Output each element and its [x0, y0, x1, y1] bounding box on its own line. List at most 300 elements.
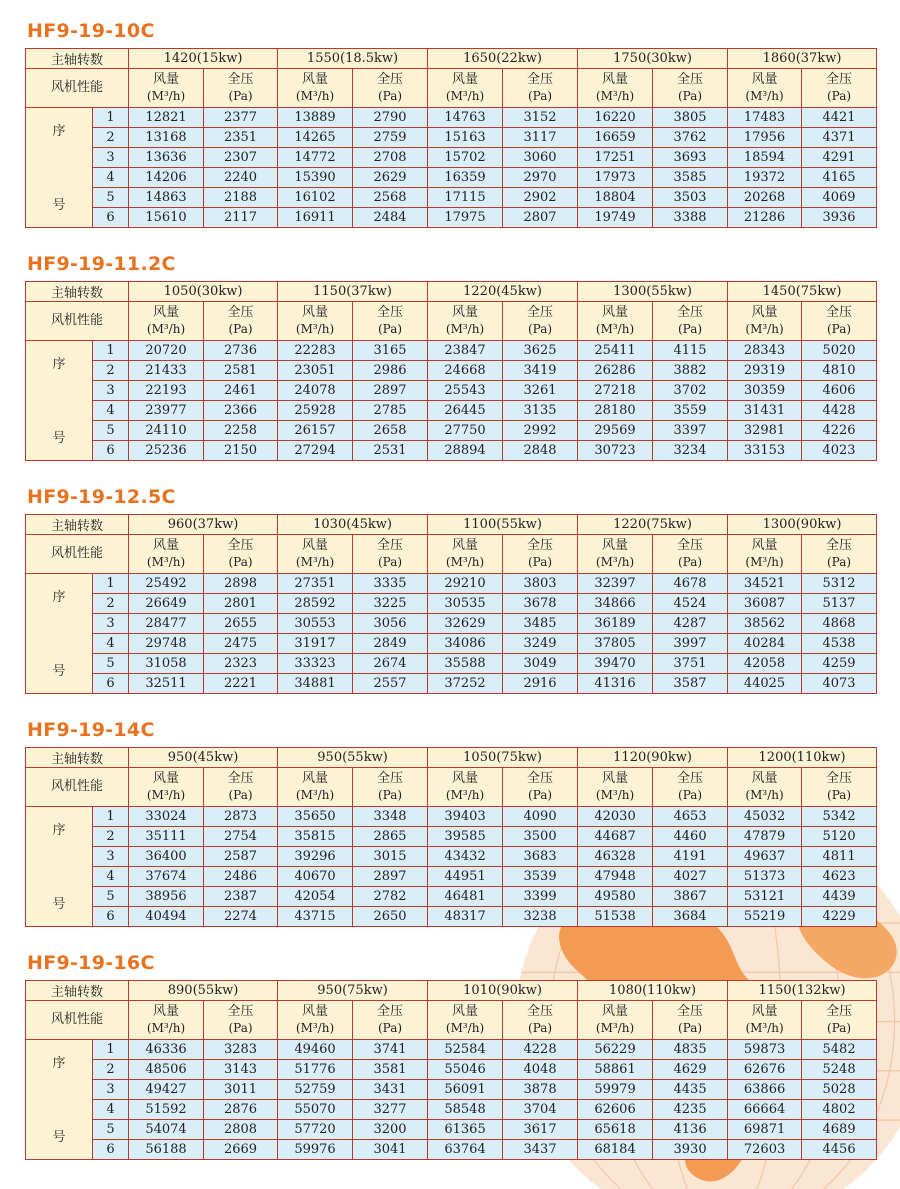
pressure-value: 2650: [353, 907, 428, 927]
spindle-speed-label: 主轴转数: [26, 49, 129, 69]
pressure-value: 4421: [802, 108, 877, 128]
pressure-value: 4689: [802, 1120, 877, 1140]
pressure-unit: (Pa): [228, 788, 253, 802]
pressure-value: 2669: [204, 1140, 278, 1160]
airflow-value: 43432: [428, 847, 503, 867]
speed-header: 1150(132kw): [728, 981, 877, 1001]
airflow-unit: (M³/h): [146, 322, 186, 336]
pressure-value: 2557: [353, 674, 428, 694]
airflow-value: 20720: [129, 341, 204, 361]
airflow-unit: (M³/h): [295, 89, 335, 103]
airflow-value: 35111: [129, 827, 204, 847]
airflow-value: 49637: [728, 847, 802, 867]
pressure-value: 2801: [204, 594, 278, 614]
row-number: 2: [93, 361, 129, 381]
model-section-12-5c: [25, 480, 876, 694]
airflow-value: 28477: [129, 614, 204, 634]
table-row: [26, 401, 877, 421]
airflow-value: 14772: [278, 148, 353, 168]
airflow-value: 27351: [278, 574, 353, 594]
seq-top-char: 序: [52, 590, 66, 605]
speed-header: 890(55kw): [129, 981, 278, 1001]
pressure-unit: (Pa): [527, 322, 553, 336]
row-number: 6: [93, 674, 129, 694]
table-row: [26, 594, 877, 614]
airflow-value: 58861: [578, 1060, 653, 1080]
seq-top-char: 序: [52, 357, 66, 372]
pressure-header: [503, 768, 578, 807]
pressure-value: 3056: [353, 614, 428, 634]
pressure-label: 全压: [377, 1004, 404, 1019]
airflow-value: 15702: [428, 148, 503, 168]
pressure-label: 全压: [527, 305, 554, 320]
table-row: [26, 807, 877, 827]
table-row: [26, 1140, 877, 1160]
row-number: 4: [93, 867, 129, 887]
pressure-unit: (Pa): [827, 555, 852, 569]
fan-performance-label: 风机性能: [26, 768, 129, 807]
airflow-value: 40670: [278, 867, 353, 887]
airflow-unit: (M³/h): [595, 322, 635, 336]
seq-bottom-char: 号: [52, 1130, 66, 1145]
airflow-value: 31431: [728, 401, 802, 421]
pressure-value: 3117: [503, 128, 578, 148]
row-number: 5: [93, 1120, 129, 1140]
airflow-value: 56229: [578, 1040, 653, 1060]
pressure-value: 4810: [802, 361, 877, 381]
airflow-value: 69871: [728, 1120, 802, 1140]
pressure-value: 3060: [503, 148, 578, 168]
airflow-header: [428, 69, 503, 108]
airflow-value: 51592: [129, 1100, 204, 1120]
airflow-label: 风量: [602, 771, 629, 786]
airflow-value: 25543: [428, 381, 503, 401]
pressure-header: [653, 1001, 728, 1040]
airflow-value: 66664: [728, 1100, 802, 1120]
airflow-value: 63764: [428, 1140, 503, 1160]
pressure-value: 3751: [653, 654, 728, 674]
speed-row: [26, 282, 877, 302]
airflow-value: 58548: [428, 1100, 503, 1120]
pressure-value: 4069: [802, 188, 877, 208]
airflow-value: 39296: [278, 847, 353, 867]
pressure-value: 2865: [353, 827, 428, 847]
table-row: [26, 887, 877, 907]
pressure-value: 4435: [653, 1080, 728, 1100]
pressure-label: 全压: [377, 538, 404, 553]
pressure-header: [353, 535, 428, 574]
airflow-header: [129, 535, 204, 574]
pressure-label: 全压: [527, 1004, 554, 1019]
pressure-value: 4048: [503, 1060, 578, 1080]
airflow-value: 13636: [129, 148, 204, 168]
pressure-value: 4229: [802, 907, 877, 927]
speed-header: 1650(22kw): [428, 49, 578, 69]
pressure-value: 2150: [204, 441, 278, 461]
pressure-unit: (Pa): [228, 89, 253, 103]
speed-header: 1300(55kw): [578, 282, 728, 302]
pressure-value: 4259: [802, 654, 877, 674]
airflow-value: 35588: [428, 654, 503, 674]
airflow-unit: (M³/h): [745, 788, 784, 802]
pressure-value: 3702: [653, 381, 728, 401]
airflow-label: 风量: [302, 72, 329, 87]
airflow-value: 14206: [129, 168, 204, 188]
pressure-header: [204, 535, 278, 574]
pressure-value: 4802: [802, 1100, 877, 1120]
airflow-value: 34866: [578, 594, 653, 614]
row-number: 5: [93, 421, 129, 441]
airflow-value: 24078: [278, 381, 353, 401]
pressure-value: 3143: [204, 1060, 278, 1080]
pressure-value: 2377: [204, 108, 278, 128]
pressure-label: 全压: [227, 771, 254, 786]
pressure-value: 4191: [653, 847, 728, 867]
pressure-value: 3135: [503, 401, 578, 421]
airflow-value: 16659: [578, 128, 653, 148]
pressure-value: 5312: [802, 574, 877, 594]
airflow-value: 14763: [428, 108, 503, 128]
airflow-value: 43715: [278, 907, 353, 927]
pressure-header: [653, 535, 728, 574]
airflow-value: 20268: [728, 188, 802, 208]
fan-performance-label: 风机性能: [26, 535, 129, 574]
airflow-label: 风量: [751, 72, 778, 87]
pressure-value: 2986: [353, 361, 428, 381]
airflow-value: 59873: [728, 1040, 802, 1060]
airflow-label: 风量: [751, 1004, 778, 1019]
column-header-row: [26, 768, 877, 807]
table-row: [26, 614, 877, 634]
pressure-label: 全压: [826, 305, 853, 320]
pressure-value: 3015: [353, 847, 428, 867]
airflow-unit: (M³/h): [295, 555, 335, 569]
pressure-value: 4371: [802, 128, 877, 148]
pressure-value: 5120: [802, 827, 877, 847]
airflow-header: [578, 535, 653, 574]
airflow-value: 40284: [728, 634, 802, 654]
row-number: 1: [93, 108, 129, 128]
airflow-header: [578, 69, 653, 108]
airflow-value: 72603: [728, 1140, 802, 1160]
table-row: [26, 361, 877, 381]
speed-header: 1200(110kw): [728, 748, 877, 768]
table-row: [26, 674, 877, 694]
pressure-value: 2486: [204, 867, 278, 887]
airflow-value: 17956: [728, 128, 802, 148]
row-number: 3: [93, 381, 129, 401]
spindle-speed-label: 主轴转数: [26, 282, 129, 302]
airflow-value: 17115: [428, 188, 503, 208]
airflow-value: 16220: [578, 108, 653, 128]
speed-header: 1080(110kw): [578, 981, 728, 1001]
speed-row: [26, 748, 877, 768]
model-title: HF9-19-11.2C: [27, 253, 176, 275]
airflow-value: 16911: [278, 208, 353, 228]
sequence-label-cell: [26, 1040, 93, 1160]
airflow-value: 19372: [728, 168, 802, 188]
airflow-value: 52584: [428, 1040, 503, 1060]
airflow-value: 49460: [278, 1040, 353, 1060]
pressure-value: 3225: [353, 594, 428, 614]
pressure-value: 4678: [653, 574, 728, 594]
airflow-header: [129, 69, 204, 108]
table-row: [26, 381, 877, 401]
airflow-unit: (M³/h): [445, 322, 485, 336]
airflow-label: 风量: [153, 72, 180, 87]
airflow-value: 51776: [278, 1060, 353, 1080]
pressure-unit: (Pa): [826, 89, 852, 103]
table-row: [26, 1120, 877, 1140]
airflow-value: 46328: [578, 847, 653, 867]
pressure-value: 2658: [353, 421, 428, 441]
airflow-label: 风量: [302, 771, 329, 786]
airflow-value: 19749: [578, 208, 653, 228]
pressure-header: [503, 69, 578, 108]
pressure-value: 2848: [503, 441, 578, 461]
pressure-value: 3500: [503, 827, 578, 847]
pressure-value: 2785: [353, 401, 428, 421]
pressure-label: 全压: [826, 72, 853, 87]
airflow-value: 51538: [578, 907, 653, 927]
pressure-value: 4811: [802, 847, 877, 867]
airflow-label: 风量: [751, 538, 778, 553]
airflow-value: 44951: [428, 867, 503, 887]
airflow-unit: (M³/h): [745, 555, 784, 569]
airflow-unit: (M³/h): [295, 788, 335, 802]
model-section-16c: [25, 946, 876, 1160]
airflow-value: 46336: [129, 1040, 204, 1060]
airflow-label: 风量: [602, 1004, 629, 1019]
airflow-value: 28592: [278, 594, 353, 614]
pressure-unit: (Pa): [377, 322, 403, 336]
airflow-value: 26157: [278, 421, 353, 441]
speed-header: 960(37kw): [129, 515, 278, 535]
airflow-unit: (M³/h): [745, 1021, 784, 1035]
speed-header: 950(75kw): [278, 981, 428, 1001]
pressure-value: 2736: [204, 341, 278, 361]
airflow-label: 风量: [602, 305, 629, 320]
pressure-value: 3683: [503, 847, 578, 867]
airflow-label: 风量: [452, 1004, 479, 1019]
pressure-value: 2274: [204, 907, 278, 927]
pressure-label: 全压: [677, 72, 704, 87]
sequence-label-cell: [26, 108, 93, 228]
pressure-value: 3678: [503, 594, 578, 614]
pressure-value: 5482: [802, 1040, 877, 1060]
pressure-value: 2916: [503, 674, 578, 694]
pressure-label: 全压: [227, 538, 254, 553]
airflow-label: 风量: [751, 305, 778, 320]
model-title: HF9-19-16C: [27, 952, 155, 974]
table-row: [26, 827, 877, 847]
airflow-value: 28894: [428, 441, 503, 461]
pressure-value: 3559: [653, 401, 728, 421]
airflow-value: 28343: [728, 341, 802, 361]
row-number: 5: [93, 188, 129, 208]
pressure-value: 3152: [503, 108, 578, 128]
airflow-header: [728, 535, 802, 574]
airflow-value: 49580: [578, 887, 653, 907]
speed-row: [26, 981, 877, 1001]
pressure-value: 2790: [353, 108, 428, 128]
pressure-value: 2992: [503, 421, 578, 441]
airflow-header: [129, 1001, 204, 1040]
airflow-value: 45032: [728, 807, 802, 827]
pressure-value: 3617: [503, 1120, 578, 1140]
airflow-value: 46481: [428, 887, 503, 907]
pressure-value: 2568: [353, 188, 428, 208]
fan-performance-label: 风机性能: [26, 1001, 129, 1040]
sequence-label-cell: [26, 807, 93, 927]
airflow-value: 36087: [728, 594, 802, 614]
airflow-value: 35815: [278, 827, 353, 847]
pressure-value: 4538: [802, 634, 877, 654]
pressure-value: 3399: [503, 887, 578, 907]
airflow-value: 41316: [578, 674, 653, 694]
airflow-value: 62606: [578, 1100, 653, 1120]
pressure-value: 2387: [204, 887, 278, 907]
airflow-header: [728, 1001, 802, 1040]
pressure-value: 3485: [503, 614, 578, 634]
airflow-header: [278, 535, 353, 574]
airflow-value: 25928: [278, 401, 353, 421]
airflow-value: 38956: [129, 887, 204, 907]
pressure-unit: (Pa): [378, 1021, 403, 1035]
row-number: 1: [93, 807, 129, 827]
airflow-label: 风量: [153, 771, 180, 786]
airflow-value: 23977: [129, 401, 204, 421]
airflow-unit: (M³/h): [445, 89, 485, 103]
airflow-value: 30723: [578, 441, 653, 461]
pressure-header: [353, 302, 428, 341]
airflow-value: 62676: [728, 1060, 802, 1080]
model-section-11-2c: [25, 247, 876, 461]
airflow-value: 44687: [578, 827, 653, 847]
airflow-label: 风量: [452, 305, 479, 320]
pressure-header: [204, 1001, 278, 1040]
table-row: [26, 208, 877, 228]
pressure-value: 2587: [204, 847, 278, 867]
pressure-value: 2475: [204, 634, 278, 654]
pressure-label: 全压: [227, 72, 254, 87]
pressure-value: 2240: [204, 168, 278, 188]
airflow-value: 65618: [578, 1120, 653, 1140]
table-row: [26, 1040, 877, 1060]
table-row: [26, 108, 877, 128]
airflow-value: 18594: [728, 148, 802, 168]
airflow-value: 24668: [428, 361, 503, 381]
pressure-value: 4623: [802, 867, 877, 887]
pressure-label: 全压: [826, 1004, 853, 1019]
pressure-unit: (Pa): [678, 788, 703, 802]
pressure-value: 2188: [204, 188, 278, 208]
airflow-value: 14265: [278, 128, 353, 148]
speed-header: 1220(45kw): [428, 282, 578, 302]
pressure-value: 3261: [503, 381, 578, 401]
fan-performance-label: 风机性能: [26, 302, 129, 341]
pressure-value: 2366: [204, 401, 278, 421]
airflow-value: 26445: [428, 401, 503, 421]
pressure-value: 3587: [653, 674, 728, 694]
pressure-value: 3585: [653, 168, 728, 188]
airflow-value: 33024: [129, 807, 204, 827]
pressure-label: 全压: [227, 305, 254, 320]
airflow-value: 32397: [578, 574, 653, 594]
pressure-value: 2531: [353, 441, 428, 461]
airflow-label: 风量: [153, 538, 180, 553]
pressure-label: 全压: [677, 538, 704, 553]
column-header-row: [26, 1001, 877, 1040]
pressure-value: 3283: [204, 1040, 278, 1060]
airflow-unit: (M³/h): [595, 89, 635, 103]
airflow-value: 36400: [129, 847, 204, 867]
pressure-value: 2629: [353, 168, 428, 188]
pressure-value: 3997: [653, 634, 728, 654]
airflow-value: 22283: [278, 341, 353, 361]
row-number: 5: [93, 654, 129, 674]
pressure-value: 2807: [503, 208, 578, 228]
spindle-speed-label: 主轴转数: [26, 981, 129, 1001]
pressure-value: 2970: [503, 168, 578, 188]
pressure-value: 4235: [653, 1100, 728, 1120]
pressure-unit: (Pa): [528, 1021, 553, 1035]
pressure-value: 4868: [802, 614, 877, 634]
pressure-value: 5020: [802, 341, 877, 361]
airflow-value: 52759: [278, 1080, 353, 1100]
airflow-unit: (M³/h): [445, 788, 485, 802]
pressure-value: 2782: [353, 887, 428, 907]
pressure-value: 2484: [353, 208, 428, 228]
sequence-label-cell: [26, 341, 93, 461]
row-number: 2: [93, 827, 129, 847]
speed-row: [26, 515, 877, 535]
pressure-label: 全压: [227, 1004, 254, 1019]
row-number: 6: [93, 441, 129, 461]
speed-header: 1050(75kw): [428, 748, 578, 768]
row-number: 1: [93, 1040, 129, 1060]
pressure-unit: (Pa): [228, 322, 253, 336]
pressure-value: 4291: [802, 148, 877, 168]
airflow-value: 26286: [578, 361, 653, 381]
airflow-unit: (M³/h): [445, 1021, 485, 1035]
performance-table: [25, 281, 877, 461]
pressure-value: 3200: [353, 1120, 428, 1140]
airflow-unit: (M³/h): [445, 555, 485, 569]
pressure-label: 全压: [527, 72, 554, 87]
pressure-unit: (Pa): [528, 555, 553, 569]
speed-header: 1220(75kw): [578, 515, 728, 535]
pressure-value: 4460: [653, 827, 728, 847]
airflow-value: 56091: [428, 1080, 503, 1100]
pressure-value: 3936: [802, 208, 877, 228]
pressure-unit: (Pa): [228, 555, 253, 569]
airflow-header: [129, 302, 204, 341]
airflow-value: 27750: [428, 421, 503, 441]
pressure-unit: (Pa): [678, 555, 703, 569]
row-number: 4: [93, 634, 129, 654]
pressure-value: 4629: [653, 1060, 728, 1080]
airflow-value: 30359: [728, 381, 802, 401]
airflow-value: 37252: [428, 674, 503, 694]
pressure-value: 2581: [204, 361, 278, 381]
airflow-value: 42030: [578, 807, 653, 827]
airflow-value: 34086: [428, 634, 503, 654]
airflow-label: 风量: [302, 538, 329, 553]
row-number: 4: [93, 1100, 129, 1120]
table-row: [26, 148, 877, 168]
pressure-value: 4428: [802, 401, 877, 421]
